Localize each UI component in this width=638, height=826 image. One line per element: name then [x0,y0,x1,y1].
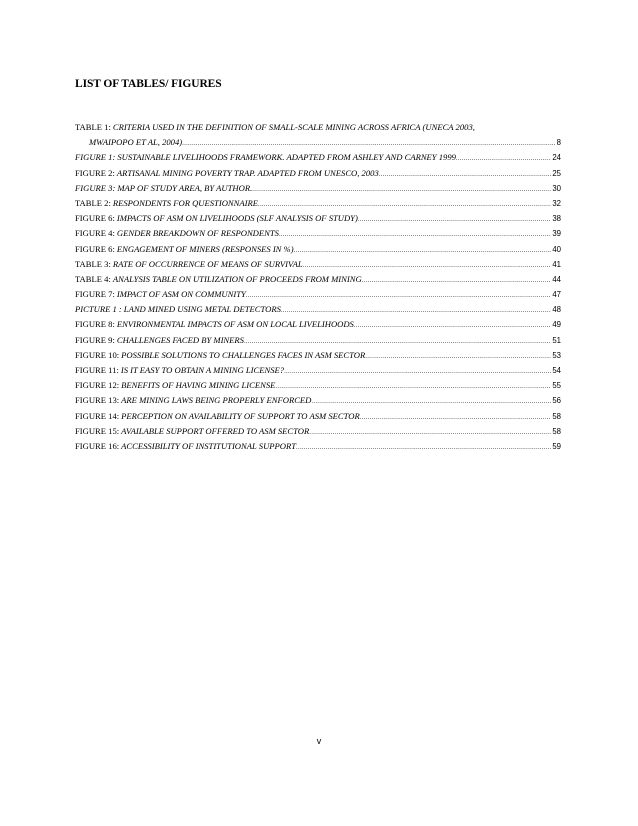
entry-title: RESPONDENTS FOR QUESTIONNAIRE [112,197,258,208]
entry-prefix: FIGURE 6: [75,243,115,254]
entry-prefix: FIGURE 16: [75,440,120,451]
entry-page-number: 40 [552,244,561,254]
entry-title: CHALLENGES FACED BY MINERS [116,334,244,345]
entry-title: ACCESSIBILITY OF INSTITUTIONAL SUPPORT [121,440,297,451]
dot-leader [275,380,551,393]
entry-prefix: TABLE 4: [75,273,111,284]
toc-entry[interactable] [75,150,561,165]
entry-page-number: 38 [552,214,561,224]
entry-page-number: 24 [552,153,561,163]
dot-leader [246,289,552,302]
toc-entry[interactable] [75,302,561,317]
entry-page-number: 51 [552,335,561,345]
dot-leader [252,183,551,196]
entry-title: ENVIRONMENTAL IMPACTS OF ASM ON LOCAL LIVELIHOODS [116,319,354,330]
toc-entry[interactable] [75,348,561,363]
toc-entry[interactable] [75,181,561,196]
dot-leader [362,274,552,287]
entry-prefix: FIGURE 9: [75,334,115,345]
entry-prefix: FIGURE 15: [75,425,120,436]
entry-title: IMPACTS OF ASM ON LIVELIHOODS (SLF ANALYSIS OF STUDY) [116,213,358,224]
entry-prefix: TABLE 2: [75,197,111,208]
entry-page-number: 32 [552,198,561,208]
dot-leader [279,228,551,241]
entry-page-number: 54 [552,366,561,375]
entry-prefix: FIGURE 10: [75,349,120,360]
dot-leader [311,395,551,408]
entry-page-number: 53 [552,350,561,360]
dot-leader [294,244,552,257]
entry-title: LAND MINED USING METAL DETECTORS [123,304,281,315]
entry-page-number: 44 [552,274,561,284]
entry-title: MWAIPOPO ET AL, 2004) [89,137,183,148]
entry-title: BENEFITS OF HAVING MINING LICENSE [121,380,276,391]
toc-entry[interactable] [75,378,561,393]
toc-entry[interactable] [75,257,561,272]
entry-title: MAP OF STUDY AREA, BY AUTHOR. [117,182,253,193]
toc-entry[interactable] [75,226,561,241]
entry-page-number: 41 [552,259,561,269]
entry-title: ANALYSIS TABLE ON UTILIZATION OF PROCEEDS FROM MINING [112,273,362,284]
entry-title: CRITERIA USED IN THE DEFINITION OF SMALL-SCALE MINING ACROSS AFRICA (UNECA 2003, [112,122,475,132]
entry-prefix: FIGURE 3: [75,182,116,193]
toc-entry[interactable] [75,393,561,408]
dot-leader [281,304,551,317]
entry-title: POSSIBLE SOLUTIONS TO CHALLENGES FACES IN ASM SECTOR [121,349,366,360]
entry-page-number: 8 [556,138,561,148]
entry-page-number: 56 [552,396,561,406]
dot-leader [284,365,551,378]
toc-entry[interactable] [75,287,561,302]
entry-prefix: FIGURE 2: [75,167,115,178]
toc-entry[interactable] [75,333,561,348]
entry-page-number: 58 [552,426,561,436]
toc-entry[interactable] [75,196,561,211]
toc-entry[interactable] [75,135,561,150]
entry-prefix: FIGURE 4: [75,228,115,239]
entry-page-number: 48 [552,305,561,315]
toc-entry[interactable] [75,211,561,226]
dot-leader [258,198,551,211]
entry-page-number: 39 [552,229,561,239]
toc-entry[interactable] [75,272,561,287]
entry-prefix: FIGURE 12: [75,380,120,391]
dot-leader [309,426,551,439]
entry-prefix: FIGURE 7: [75,289,115,300]
dot-leader [365,350,551,363]
toc-entry[interactable] [75,242,561,257]
entry-title: RATE OF OCCURRENCE OF MEANS OF SURVIVAL [112,258,303,269]
entry-page-number: 55 [552,381,561,391]
entry-page-number: 47 [552,290,561,300]
dot-leader [360,411,552,424]
entry-prefix: FIGURE 13: [75,395,120,406]
toc-entry[interactable] [75,166,561,181]
toc-entry[interactable] [75,120,561,135]
entry-title: GENDER BREAKDOWN OF RESPONDENTS [116,228,279,239]
entry-title: ENGAGEMENT OF MINERS (RESPONSES IN %) [116,243,294,254]
entry-page-number: 25 [552,168,561,178]
entry-title: SUSTAINABLE LIVELIHOODS FRAMEWORK. ADAPTED FROM ASHLEY AND CARNEY 1999 [117,152,456,163]
dot-leader [358,213,551,226]
entry-title: ARTISANAL MINING POVERTY TRAP. ADAPTED FROM UNESCO, 2003 [116,167,379,178]
entry-page-number: 59 [552,441,561,451]
dot-leader [354,319,551,332]
entry-title: AVAILABLE SUPPORT OFFERED TO ASM SECTOR [121,425,310,436]
entry-title: IMPACT OF ASM ON COMMUNITY [116,289,246,300]
toc-entry[interactable] [75,317,561,332]
page-heading: LIST OF TABLES/ FIGURES [75,78,222,90]
entry-page-number: 30 [552,183,561,193]
entry-page-number: 49 [552,320,561,330]
entry-prefix: FIGURE 14: [75,410,120,421]
dot-leader [244,335,551,348]
entry-prefix: TABLE 1: [75,122,111,132]
dot-leader [379,168,552,181]
entry-prefix: FIGURE 11: [75,365,119,375]
dot-leader [303,259,552,272]
entry-prefix: FIGURE 8: [75,319,115,330]
dot-leader [296,441,551,454]
entry-title: ARE MINING LAWS BEING PROPERLY ENFORCED [121,395,312,406]
toc-entry[interactable] [75,424,561,439]
entry-prefix: PICTURE 1 : [75,304,122,315]
dot-leader [182,137,556,150]
entry-page-number: 58 [552,411,561,421]
toc-entry[interactable] [75,439,561,454]
entry-prefix: TABLE 3: [75,258,111,269]
entry-prefix: FIGURE 6: [75,213,115,224]
toc-entry[interactable] [75,409,561,424]
entry-title: PERCEPTION ON AVAILABILITY OF SUPPORT TO ASM SECTOR [121,410,360,421]
page-number: v [316,736,322,746]
dot-leader [456,152,551,165]
list-of-tables-figures [75,120,561,454]
entry-prefix: FIGURE 1: [75,152,116,163]
entry-title: IS IT EASY TO OBTAIN A MINING LICENSE? [120,365,285,375]
toc-entry[interactable] [75,363,561,378]
